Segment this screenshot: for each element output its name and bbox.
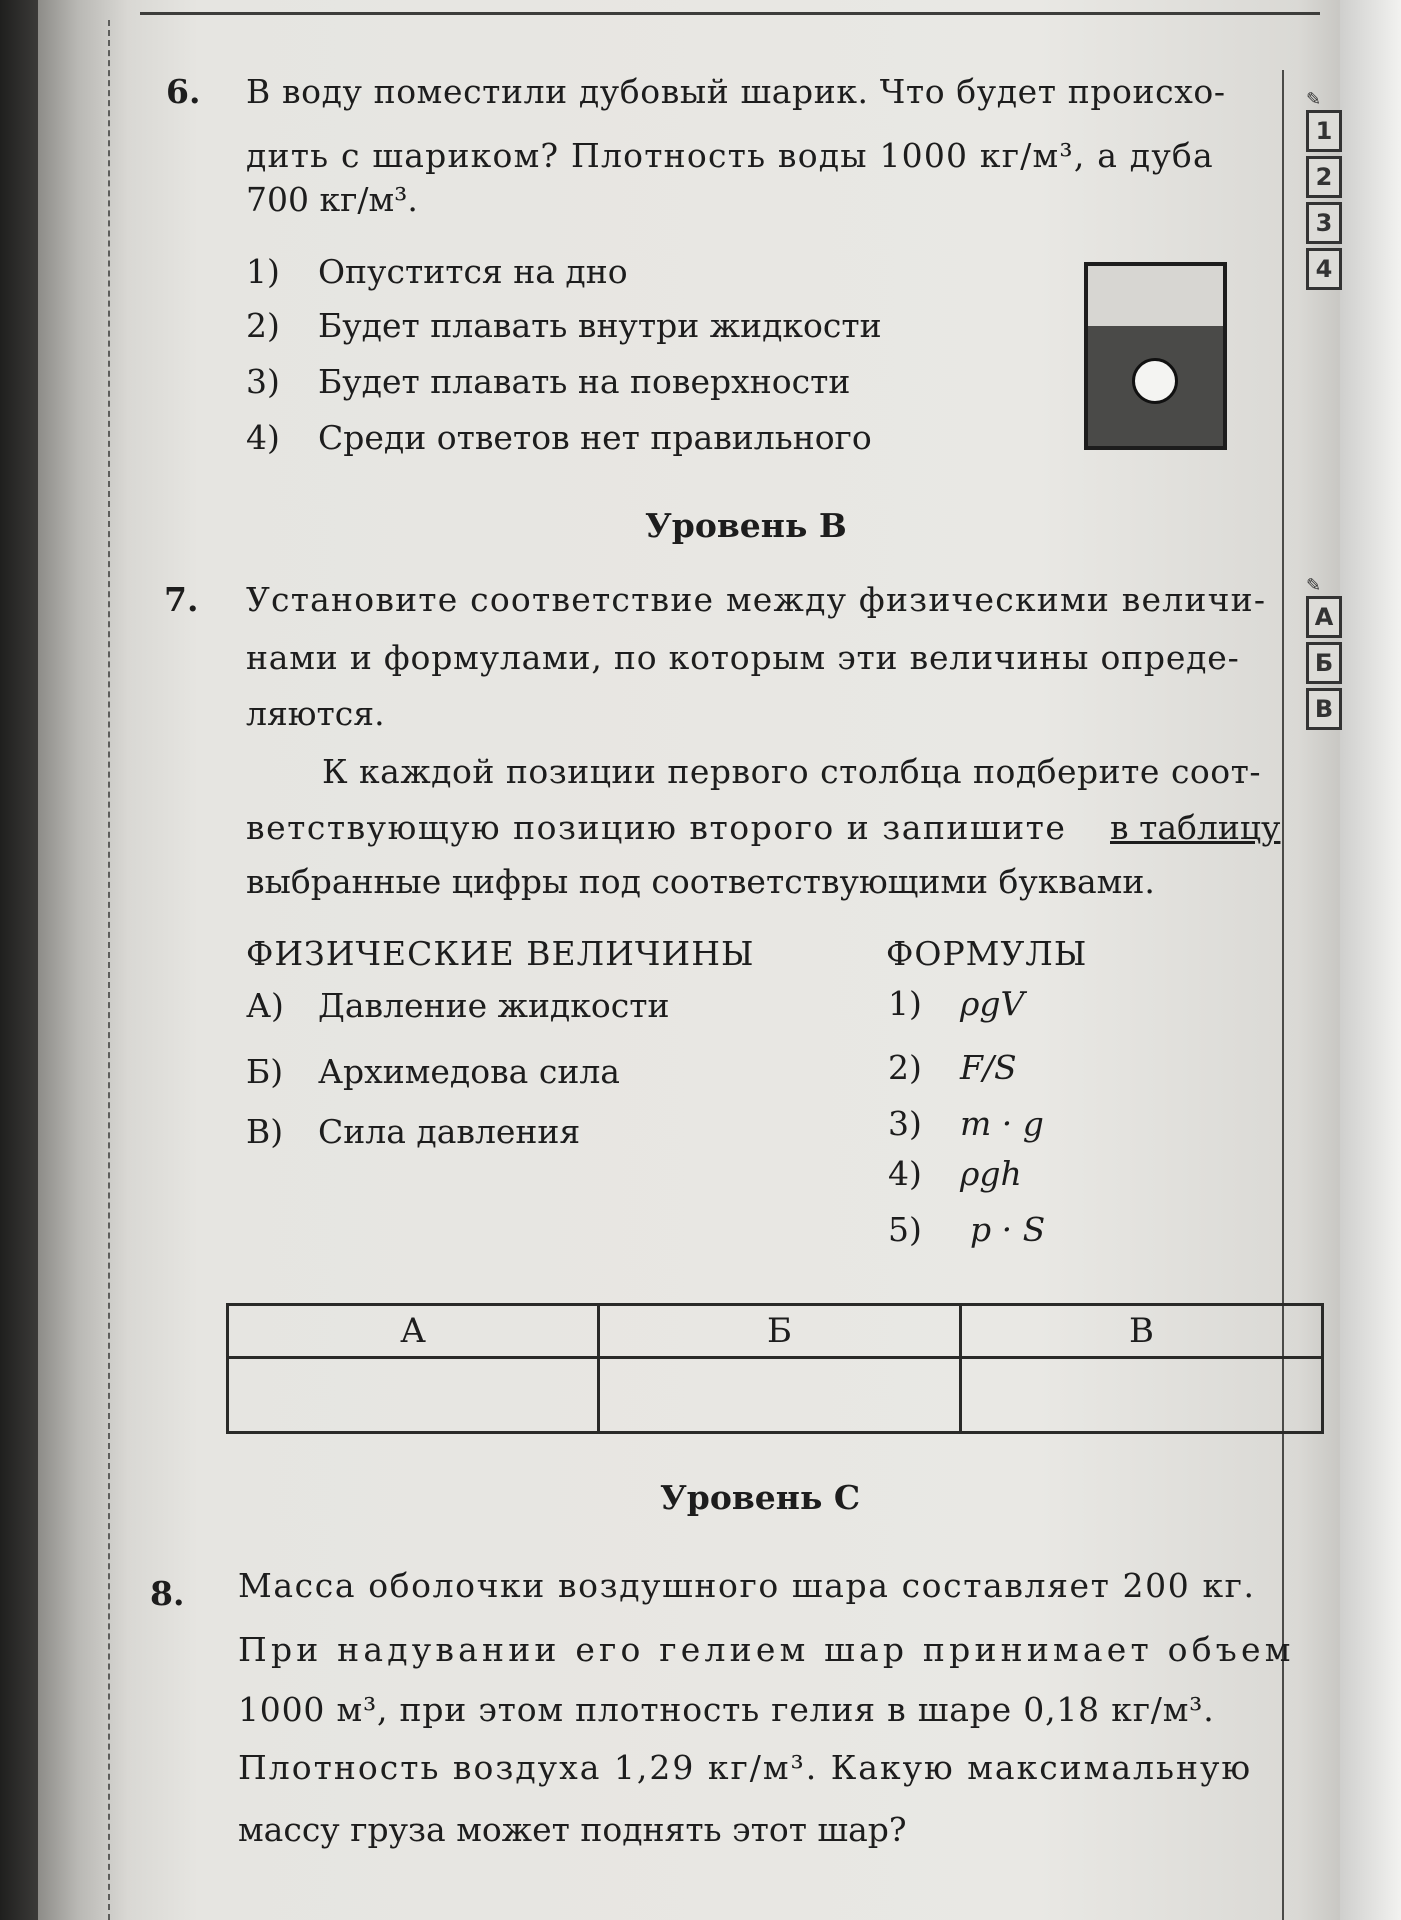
page-shadow-strip: [0, 0, 38, 1920]
vessel-with-ball-figure: [1084, 262, 1227, 450]
q8-number: 8.: [150, 1574, 185, 1613]
q6-option-1-number: 1): [246, 252, 280, 291]
formulas-column-header: ФОРМУЛЫ: [886, 934, 1088, 973]
q8-text-line-4: Плотность воздуха 1,29 кг/м³. Какую максимальную: [238, 1748, 1253, 1787]
q7-answer-box-a[interactable]: А: [1306, 596, 1342, 638]
formula-2-number: 2): [888, 1048, 922, 1087]
quantity-a-text: Давление жидкости: [318, 986, 670, 1025]
q7-instruction-line-3: выбранные цифры под соответствующими буквами.: [246, 862, 1155, 901]
q7-number: 7.: [164, 580, 199, 619]
q6-answer-box-1[interactable]: 1: [1306, 110, 1342, 152]
q6-answer-boxes: [1306, 89, 1338, 294]
q7-answer-table: [226, 1303, 1324, 1434]
q7-answer-box-v[interactable]: В: [1306, 688, 1342, 730]
q6-option-3-text: Будет плавать на поверхности: [318, 362, 851, 401]
q6-option-4-number: 4): [246, 418, 280, 457]
formula-4-number: 4): [888, 1154, 922, 1193]
q6-answer-box-2[interactable]: 2: [1306, 156, 1342, 198]
formula-4: ρgh: [960, 1154, 1022, 1193]
formula-3-number: 3): [888, 1104, 922, 1143]
quantity-b-text: Архимедова сила: [318, 1052, 620, 1091]
formula-5-number: 5): [888, 1210, 922, 1249]
table-header-a: А: [228, 1305, 599, 1358]
q7-instruction-line-1: К каждой позиции первого столбца подберите соот-: [322, 752, 1262, 791]
table-answer-cell-b[interactable]: [599, 1358, 961, 1433]
quantities-column-header: ФИЗИЧЕСКИЕ ВЕЛИЧИНЫ: [246, 934, 755, 973]
page-edge: [1340, 0, 1401, 1920]
table-header-b: Б: [599, 1305, 961, 1358]
table-header-v: В: [961, 1305, 1323, 1358]
pencil-icon: ✎: [1306, 89, 1322, 110]
q6-option-4-text: Среди ответов нет правильного: [318, 418, 872, 457]
q7-text-line-2: нами и формулами, по которым эти величины опреде-: [246, 638, 1240, 677]
pencil-icon: ✎: [1306, 575, 1322, 596]
q8-text-line-3: 1000 м³, при этом плотность гелия в шаре 0,18 кг/м³.: [238, 1690, 1215, 1729]
formula-1: ρgV: [960, 984, 1025, 1023]
formula-1-number: 1): [888, 984, 922, 1023]
formula-2: F/S: [960, 1048, 1017, 1087]
q6-number: 6.: [166, 72, 201, 111]
oak-ball: [1132, 358, 1178, 404]
q7-instruction-line-2: ветствующую позицию второго и запишите: [246, 808, 1067, 847]
quantity-v-text: Сила давления: [318, 1112, 581, 1151]
q6-option-3-number: 3): [246, 362, 280, 401]
formula-3: m · g: [960, 1104, 1044, 1143]
left-margin-dashed-line: [108, 20, 110, 1920]
level-b-heading: Уровень В: [645, 506, 847, 545]
q6-option-2-number: 2): [246, 306, 280, 345]
q6-option-2-text: Будет плавать внутри жидкости: [318, 306, 882, 345]
table-answer-cell-a[interactable]: [228, 1358, 599, 1433]
quantity-b-label: Б): [246, 1052, 284, 1091]
q8-text-line-2: При надувании его гелием шар принимает объем: [238, 1630, 1295, 1669]
q6-answer-box-3[interactable]: 3: [1306, 202, 1342, 244]
q6-text-line-3: 700 кг/м³.: [246, 180, 418, 219]
q6-answer-box-4[interactable]: 4: [1306, 248, 1342, 290]
quantity-v-label: В): [246, 1112, 284, 1151]
q7-answer-box-b[interactable]: Б: [1306, 642, 1342, 684]
q6-option-1-text: Опустится на дно: [318, 252, 628, 291]
q7-instruction-underlined: в таблицу: [1110, 808, 1281, 847]
q7-text-line-3: ляются.: [246, 694, 385, 733]
top-divider: [140, 12, 1320, 15]
q8-text-line-5: массу груза может поднять этот шар?: [238, 1810, 907, 1849]
q8-text-line-1: Масса оболочки воздушного шара составляет 200 кг.: [238, 1566, 1256, 1605]
formula-5: p · S: [970, 1210, 1046, 1249]
q7-text-line-1: Установите соответствие между физическими величи-: [246, 580, 1267, 619]
level-c-heading: Уровень С: [660, 1478, 861, 1517]
q7-answer-boxes: [1306, 575, 1338, 734]
table-answer-cell-v[interactable]: [961, 1358, 1323, 1433]
q6-text-line-1: В воду поместили дубовый шарик. Что будет происхо-: [246, 72, 1226, 111]
q6-text-line-2: дить с шариком? Плотность воды 1000 кг/м³, а дуба: [246, 136, 1214, 175]
quantity-a-label: А): [246, 986, 284, 1025]
